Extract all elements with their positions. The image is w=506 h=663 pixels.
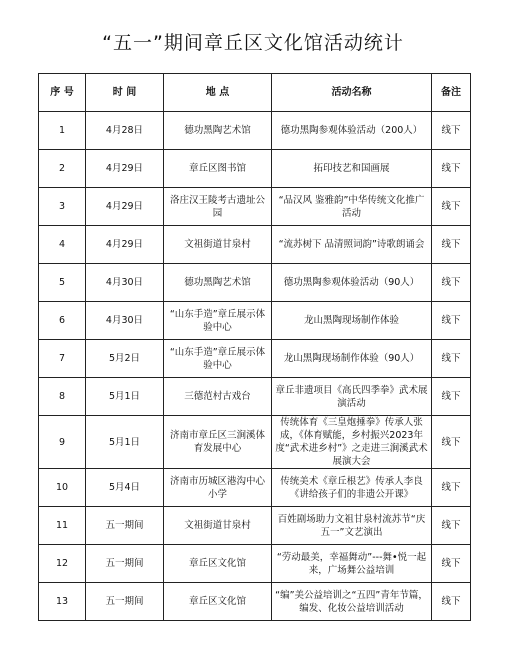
page-title: “五一”期间章丘区文化馆活动统计: [102, 32, 404, 54]
cell-time: 4月29日: [86, 150, 164, 188]
cell-location: 德功黑陶艺术馆: [164, 264, 272, 302]
cell-activity-name: 德功黑陶参观体验活动（200人）: [272, 112, 432, 150]
table-row: [39, 507, 471, 545]
cell-activity-name: 百姓剧场助力文祖甘泉村流苏节“庆五一”文艺演出: [272, 507, 432, 545]
table-row: [39, 378, 471, 416]
cell-note: 线下: [432, 302, 471, 340]
table-row: [39, 188, 471, 226]
cell-activity-name: “流苏树下 品清照词韵”诗歌朗诵会: [272, 226, 432, 264]
activity-table: [38, 73, 471, 621]
cell-note: 线下: [432, 378, 471, 416]
cell-activity-name: “编”美公益培训之“五四”青年节篇，编发、化妆公益培训活动: [272, 583, 432, 621]
cell-location: “山东手造”章丘展示体验中心: [164, 340, 272, 378]
cell-note: 线下: [432, 469, 471, 507]
table-row: [39, 264, 471, 302]
header-location: 地 点: [164, 74, 272, 112]
cell-time: 4月28日: [86, 112, 164, 150]
cell-time: 4月29日: [86, 188, 164, 226]
table-row: [39, 545, 471, 583]
cell-location: 文祖街道甘泉村: [164, 507, 272, 545]
cell-time: 5月2日: [86, 340, 164, 378]
cell-time: 4月30日: [86, 264, 164, 302]
cell-activity-name: 拓印技艺和国画展: [272, 150, 432, 188]
table-row: [39, 340, 471, 378]
cell-note: 线下: [432, 150, 471, 188]
table-row: [39, 416, 471, 469]
cell-no: 2: [39, 150, 86, 188]
cell-note: 线下: [432, 112, 471, 150]
cell-no: 7: [39, 340, 86, 378]
cell-note: 线下: [432, 416, 471, 469]
cell-note: 线下: [432, 226, 471, 264]
header-note: 备注: [432, 74, 471, 112]
header-no: 序 号: [39, 74, 86, 112]
cell-no: 10: [39, 469, 86, 507]
table-row: [39, 302, 471, 340]
cell-note: 线下: [432, 340, 471, 378]
cell-location: 文祖街道甘泉村: [164, 226, 272, 264]
cell-no: 12: [39, 545, 86, 583]
table-header-row: [39, 74, 471, 112]
cell-note: 线下: [432, 545, 471, 583]
cell-location: “山东手造”章丘展示体验中心: [164, 302, 272, 340]
cell-activity-name: 章丘非遗项目《高氏四季拳》武术展演活动: [272, 378, 432, 416]
cell-activity-name: 传统体育《三皇炮捶拳》传承人张成，《体育赋能，乡村振兴2023年度“武术进乡村”》之走进三涧溪武术展演大会: [272, 416, 432, 469]
cell-activity-name: “品汉风 鉴雅韵”中华传统文化推广活动: [272, 188, 432, 226]
header-time: 时 间: [86, 74, 164, 112]
cell-time: 4月30日: [86, 302, 164, 340]
cell-note: 线下: [432, 507, 471, 545]
cell-note: 线下: [432, 583, 471, 621]
cell-location: 章丘区文化馆: [164, 583, 272, 621]
cell-time: 5月4日: [86, 469, 164, 507]
cell-location: 三德范村古戏台: [164, 378, 272, 416]
cell-activity-name: 龙山黑陶现场制作体验: [272, 302, 432, 340]
table-row: [39, 112, 471, 150]
cell-location: 章丘区文化馆: [164, 545, 272, 583]
cell-time: 五一期间: [86, 507, 164, 545]
cell-no: 9: [39, 416, 86, 469]
cell-location: 济南市历城区港沟中心小学: [164, 469, 272, 507]
cell-activity-name: 传统美术《章丘根艺》传承人李良《讲给孩子们的非遗公开课》: [272, 469, 432, 507]
cell-location: 德功黑陶艺术馆: [164, 112, 272, 150]
cell-activity-name: “劳动最美，幸福舞动”---舞•悦一起来，广场舞公益培训: [272, 545, 432, 583]
cell-activity-name: 德功黑陶参观体验活动（90人）: [272, 264, 432, 302]
cell-no: 3: [39, 188, 86, 226]
cell-time: 5月1日: [86, 378, 164, 416]
cell-no: 11: [39, 507, 86, 545]
cell-no: 5: [39, 264, 86, 302]
cell-note: 线下: [432, 264, 471, 302]
cell-no: 4: [39, 226, 86, 264]
cell-time: 五一期间: [86, 545, 164, 583]
cell-time: 4月29日: [86, 226, 164, 264]
cell-time: 五一期间: [86, 583, 164, 621]
cell-no: 13: [39, 583, 86, 621]
table-row: [39, 150, 471, 188]
cell-no: 8: [39, 378, 86, 416]
cell-location: 济南市章丘区三涧溪体育发展中心: [164, 416, 272, 469]
cell-activity-name: 龙山黑陶现场制作体验（90人）: [272, 340, 432, 378]
table-row: [39, 226, 471, 264]
cell-no: 6: [39, 302, 86, 340]
table-row: [39, 469, 471, 507]
header-activity-name: 活动名称: [272, 74, 432, 112]
cell-note: 线下: [432, 188, 471, 226]
cell-location: 洛庄汉王陵考古遗址公园: [164, 188, 272, 226]
cell-time: 5月1日: [86, 416, 164, 469]
table-row: [39, 583, 471, 621]
cell-location: 章丘区图书馆: [164, 150, 272, 188]
cell-no: 1: [39, 112, 86, 150]
